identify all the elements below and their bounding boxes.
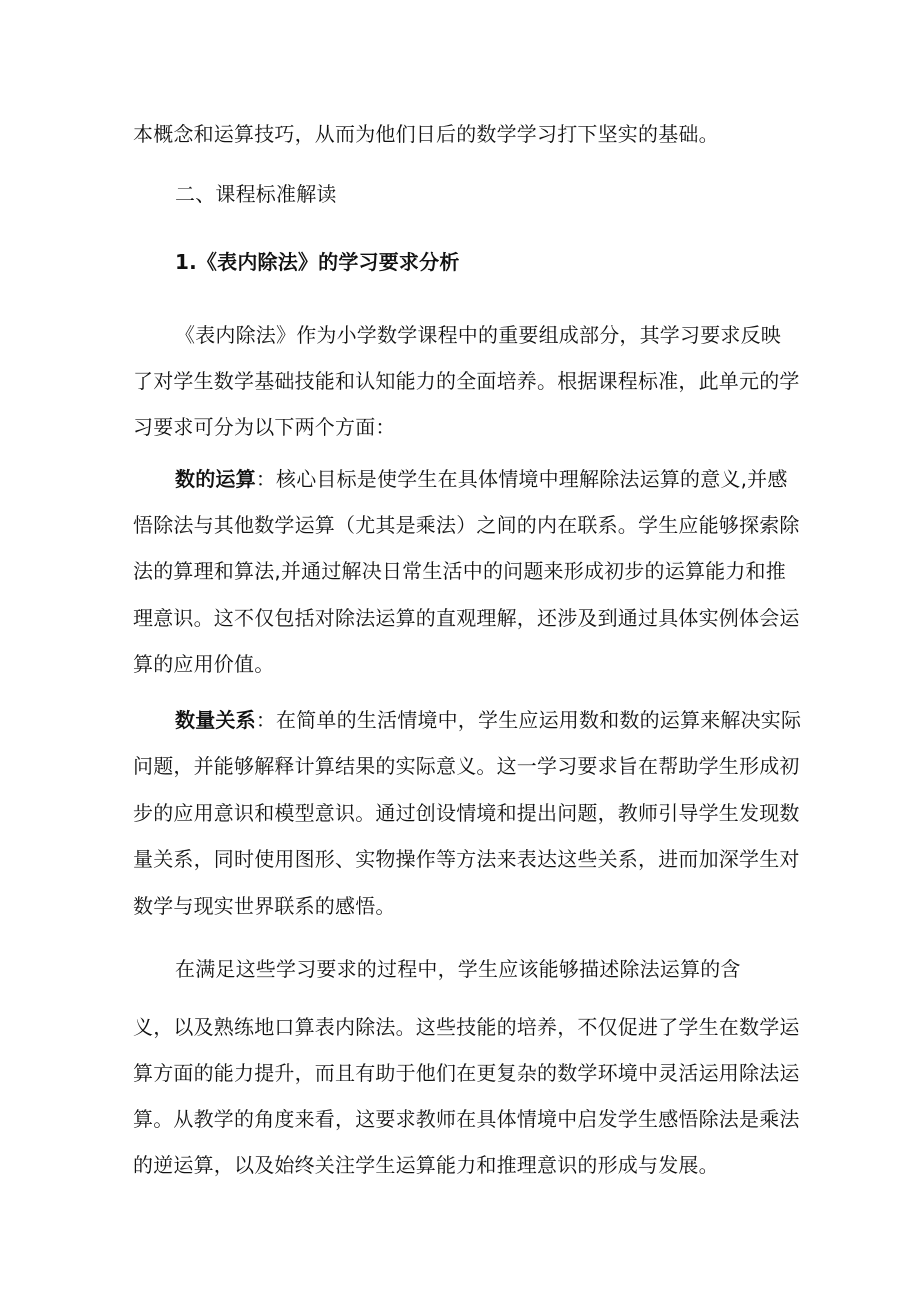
para2-line-5: 算的应用价值。 (133, 652, 275, 676)
term-quantity-relations: 数量关系 (175, 708, 256, 732)
para1-line-3: 习要求可分为以下两个方面： (133, 415, 396, 439)
para3-line-1 (175, 705, 802, 735)
para3-line-5: 数学与现实世界联系的感悟。 (133, 894, 396, 918)
para5-line-2: 算方面的能力提升，而且有助于他们在更复杂的数学环境中灵活运用除法运 (133, 1061, 800, 1085)
para2-line-1 (175, 464, 795, 494)
para4-line-1: 在满足这些学习要求的过程中，学生应该能够描述除法运算的含 (175, 957, 741, 981)
para2-line-2: 悟除法与其他数学运算（尤其是乘法）之间的内在联系。学生应能够探索除 (133, 513, 800, 537)
para2-first-rest: ：核心目标是使学生在具体情境中理解除法运算的意义,并感 (255, 467, 788, 491)
term-number-operations: 数的运算 (175, 467, 256, 491)
intro-tail-line: 本概念和运算技巧，从而为他们日后的数学学习打下坚实的基础。 (133, 122, 719, 146)
para3-line-4: 量关系，同时使用图形、实物操作等方法来表达这些关系，进而加深学生对 (133, 847, 800, 871)
subsection-heading: 1.《表内除法》的学习要求分析 (175, 250, 460, 274)
para1-line-2: 了对学生数学基础技能和认知能力的全面培养。根据课程标准，此单元的学 (133, 369, 800, 393)
para3-first-rest: ：在简单的生活情境中，学生应运用数和数的运算来解决实际 (255, 708, 802, 732)
para1-line-1: 《表内除法》作为小学数学课程中的重要组成部分，其学习要求反映 (175, 323, 781, 347)
para3-line-2: 问题，并能够解释计算结果的实际意义。这一学习要求旨在帮助学生形成初 (133, 754, 800, 778)
para2-line-3: 法的算理和算法,并通过解决日常生活中的问题来形成初步的运算能力和推 (133, 559, 786, 583)
para5-line-4: 的逆运算，以及始终关注学生运算能力和推理意识的形成与发展。 (133, 1153, 719, 1177)
para5-line-3: 算。从教学的角度来看，这要求教师在具体情境中启发学生感悟除法是乘法 (133, 1107, 800, 1131)
para2-line-4: 理意识。这不仅包括对除法运算的直观理解，还涉及到通过具体实例体会运 (133, 606, 800, 630)
para3-line-3: 步的应用意识和模型意识。通过创设情境和提出问题，教师引导学生发现数 (133, 801, 800, 825)
para5-line-1: 义，以及熟练地口算表内除法。这些技能的培养，不仅促进了学生在数学运 (133, 1015, 800, 1039)
section-heading: 二、课程标准解读 (175, 182, 337, 206)
